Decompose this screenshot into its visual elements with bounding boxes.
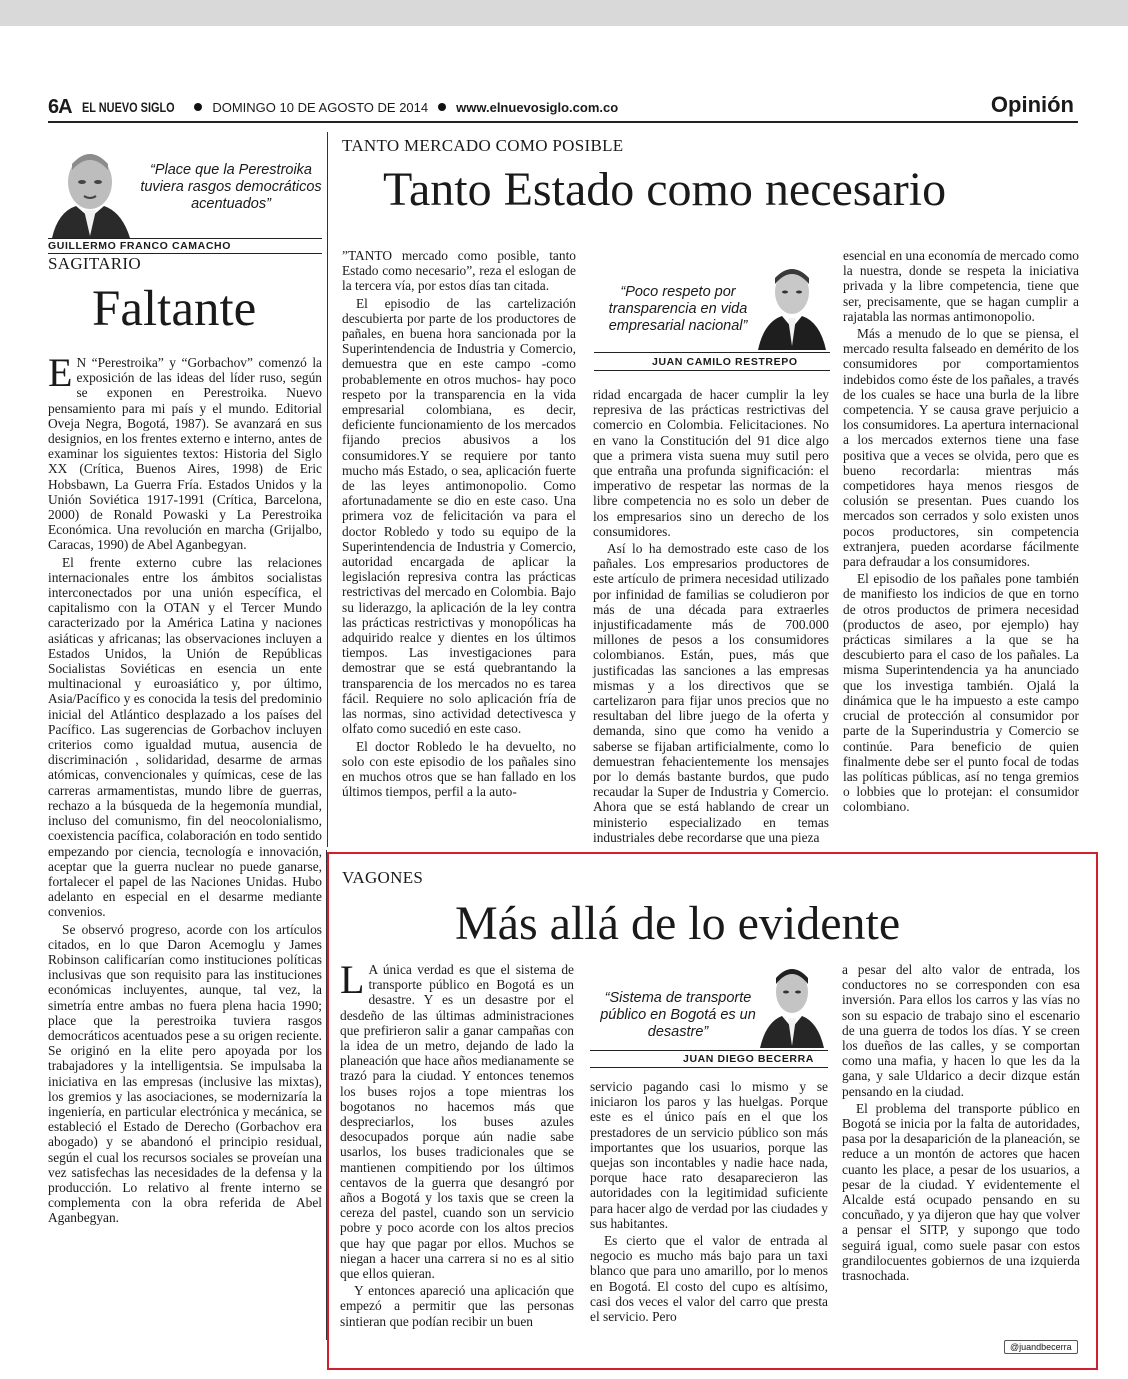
pull-quote: “Place que la Perestroika tuviera rasgos democráticos acentuados”	[140, 162, 322, 212]
article-headline: Más allá de lo evidente	[455, 897, 901, 950]
author-portrait	[48, 140, 134, 238]
article-body-col3	[842, 962, 1080, 1283]
paragraph: esencial en una economía de mercado como la nuestra, donde se respeta la iniciativa privada y la libre competencia, tiene que ser, precisamente, que se hagan cumplir a rajatabla las normas antimonopolio.	[843, 248, 1079, 324]
column-kicker: SAGITARIO	[48, 254, 141, 273]
paragraph: ridad encargada de hacer cumplir la ley represiva de las prácticas restrictivas del comercio en Colombia. Felicitaciones. No en vano la Constitución del 91 dice algo que a primera vista suena muy sutil pero que entraña una profunda significación: el imperativo de respetar las normas de la libre competencia no es solo un deber de los empresarios sino un derecho de los consumidores.	[593, 387, 829, 539]
issue-date: DOMINGO 10 DE AGOSTO DE 2014	[212, 99, 429, 115]
paragraph: Más a menudo de lo que se piensa, el mercado resulta falseado en demérito de los consumidores por comportamientos indebidos como éste de los pañales, a través de los cuales se hace una burla de la libre competencia. Y se causa grave perjuicio a los consumidores. La apertura internacional a los mercados externos tiene una fase positiva que a veces se olvida, pero que es bueno recordarla: mientras más competidores haya menos riesgos de colusión se presentan. Pues cuando los mercados son cerrados y solo existen unos pocos productores, sin competencia extranjera, pueden acordarse fácilmente para defraudar a los consumidores.	[843, 326, 1079, 570]
byline-rule	[590, 1067, 828, 1068]
paragraph: N “Perestroika” y “Gorbachov” comenzó la exposición de las ideas del líder ruso, según se exponen en Perestroika. Nuevo pensamiento para mi país y el mundo. Editorial Oveja Negra, Bogotá, 1987). Se avanzará en sus designios, en los frentes externo e interno, antes de examinar los siguientes textos: Historia del Siglo XX (Crítica, Buenos Aires, 1998) de Eric Hobsbawn, La Guerra Fría. Estados Unidos y la Unión Soviética 1917-1991 (Crítica, Barcelona, 2000) de Ronald Powaski y La Perestroika Económica. Una revolución en marcha (Grijalbo, Caracas, 1990) de Abel Aganbegyan.	[48, 355, 322, 553]
paragraph: servicio pagando casi lo mismo y se iniciaron los paros y las huelgas. Porque este es el único país en el que los prestadores de un servicio público son más importantes que los usuarios, porque las quejas son incontables y nadie hace nada, porque hace rato desaparecieron las autoridades con la legitimidad suficiente para hacer algo de verdad por las ciudades y sus habitantes.	[590, 1079, 828, 1231]
pull-quote: “Sistema de transporte público en Bogotá es un desastre”	[600, 990, 756, 1040]
paragraph: Se observó progreso, acorde con los artículos citados, en lo que Daron Acemoglu y James Robinson calificarían como instituciones políticas inclusivas que son requisito para las instituciones económicas incluyentes, aunque, tal vez, la simetría entre ambas no fuera plena hacia 1990; place que la perestroika tuviera rasgos democráticos acentuados pese a su origen reciente. Se originó en la elite pero apoyada por los trabajadores y la intelligentsia. Se impulsaba la iniciativa en las empresas (inclusive las mixtas), los gremios y las asociaciones, se modernizaría la ingeniería, en particular electrónica y mecánica, se estableció el Estado de Derecho (Gorbachov era abogado) y se abandonó el principio residual, según el cual los recursos sociales se proveían una vez satisfechas las necesidades de la defensa y la producción. Lo relativo al frente interno se complementa con la obra referida de Abel Aganbegyan.	[48, 921, 322, 1226]
article-headline: Tanto Estado como necesario	[383, 163, 947, 216]
paragraph: El episodio de las cartelización descubierta por parte de los productores de pañales, en buena hora sancionada por la Superintendencia de Industria y Comercio, demuestra que en este campo -como probablemente en otros muchos- hay poco respeto por la transparencia en la vida empresarial colombiana, es decir, deficiente funcionamiento de los mercados fijando precios abusivos a los consumidores.Y se requiere por tanto mucho más Estado, o sea, aplicación fuerte de las leyes antimonopolio. Como afortunadamente se dio en este caso. Una primera voz de felicitación va para el doctor Robledo y todo su equipo de la Superintendencia de Industria y Comercio, autoridad encargada de aplicar la legislación represiva contra las prácticas restrictivas del mercado en Colombia. Bajo su liderazgo, la aplicación de la ley contra las prácticas restrictivas y monopólicas ha adquirido realce y dientes en los últimos tiempos. Las investigaciones para demostrar que se está quebrantando la transparencia de los mercados no es tarea fácil. Requiere no solo aplicación fría de las normas, sino actividad detectivesca y olfato como sucedió en este caso.	[342, 295, 576, 737]
article-body	[48, 350, 322, 1226]
paragraph: A única verdad es que el sistema de transporte público en Bogotá es un desastre. Y es un desastre por el desdeño de las últimas administraciones que prefirieron salir a ganar campañas con la idea de un metro, dejando de lado la planeación que hace años medianamente se trazó para la ciudad. Y entonces tenemos los buses rojos a tope mientras los bogotanos no hacemos más que despreciarlos, los buses azules desocupados porque aún nadie sabe usarlos, los buses tradicionales que se mantienen compitiendo por los últimos centavos de la guerra que desangró por años a Bogotá y los taxis que se creen la cereza del pastel, cuando son un servicio pobre y poco acorde con los altos precios que hay que pagar por ellos. Muchos se niegan a hacer una carrera si no es al sitio que ellos quieran.	[340, 962, 574, 1282]
byline-rule	[48, 238, 322, 239]
bullet-icon	[438, 103, 446, 111]
drop-cap: E	[48, 350, 73, 395]
article-body-col1	[342, 248, 576, 799]
article-body-col2	[593, 387, 829, 845]
paragraph: El doctor Robledo le ha devuelto, no solo con este episodio de los pañales sino en muchos otros que se han fallado en los últimos tiempos, perfil a la auto-	[342, 738, 576, 800]
paragraph: Es cierto que el valor de entrada al negocio es mucho más bajo para un taxi blanco que para uno amarillo, por lo menos en Bogotá. El costo del cupo es altísimo, casi dos veces el valor del carro que presta el servicio. Pero	[590, 1233, 828, 1325]
scan-top-band	[0, 0, 1128, 26]
article-body-col3	[843, 248, 1079, 815]
twitter-handle[interactable]: @juandbecerra	[1004, 1340, 1078, 1354]
page-number: 6A	[48, 95, 72, 118]
column-divider	[327, 132, 328, 847]
column-kicker: TANTO MERCADO COMO POSIBLE	[342, 136, 624, 155]
article-body-col2	[590, 1079, 828, 1324]
drop-cap: L	[340, 957, 365, 1002]
byline-rule	[594, 352, 830, 353]
column-kicker: VAGONES	[342, 868, 424, 887]
byline-rule	[590, 1050, 828, 1051]
article-body-col1	[340, 957, 574, 1329]
author-byline: JUAN DIEGO BECERRA	[683, 1053, 814, 1065]
author-portrait	[756, 956, 828, 1048]
author-byline: JUAN CAMILO RESTREPO	[652, 356, 798, 368]
article-headline: Faltante	[92, 281, 257, 337]
author-byline: GUILLERMO FRANCO CAMACHO	[48, 240, 231, 252]
author-portrait	[752, 258, 830, 350]
page-header	[48, 94, 618, 120]
newspaper-brand: EL NUEVO SIGLO	[81, 99, 175, 115]
paragraph: Y entonces apareció una aplicación que empezó a permitir que las personas sintieran que podían recibir un buen	[340, 1283, 574, 1329]
section-title: Opinión	[990, 92, 1074, 117]
paragraph: El frente externo cubre las relaciones internacionales entre los ámbitos socialistas interconectados por una unión específica, el capitalismo con la OTAN y el Tercer Mundo caracterizado por la América Latina y naciones asiáticas y africanas; las observaciones incluyen a Estados Unidos, la Unión de Repúblicas Socialistas Soviéticas en esencia un ente multinacional y euroasiático y, por último, Asia/Pacífico y es conocida la tesis del predominio inicial del Atlántico desplazado a los países del Pacífico. Las sugerencias de Gorbachov incluyen criterios como igualdad mutua, ausencia de discriminación , solidaridad, desarme de armas atómicas, convencionales y químicas, cese de las carreras armamentistas, mundo libre de guerras, rechazo a la búsqueda de la hegemonía mundial, incluso del comunismo, fin del neocolonialismo, coexistencia pacífica, colaboración en todo sentido empezando por ciencia, tecnología e innovación, aceptar que la guerra nuclear no puede ganarse, fortalecer el papel de las Naciones Unidas. Hubo adelanto en especial en el desarme mediante convenios.	[48, 554, 322, 920]
paragraph: ”TANTO mercado como posible, tanto Estado como necesario”, reza el eslogan de la tercera vía, por estos días tan citada.	[342, 248, 576, 294]
pull-quote: “Poco respeto por transparencia en vida empresarial nacional”	[608, 284, 748, 334]
paragraph: El problema del transporte público en Bogotá se inicia por la falta de autoridades, pasa por la desaparición de la planeación, se reduce a un montón de actores que hacen cuanto les place, a pesar de los usuarios, a pesar de la ciudad. Y evidentemente el Alcalde está ocupado pensando en su concuñado, y ya dijeron que hay que volver a pensar el SITP, y supongo que todo seguirá igual, como suele pasar con estos grandilocuentes gobiernos de una izquierda trasnochada.	[842, 1100, 1080, 1284]
paragraph: Así lo ha demostrado este caso de los pañales. Los empresarios productores de este artículo de primera necesidad utilizado por infinidad de familias se coludieron por más de una década para extraerles injustificadamente más de 700.000 millones de pesos a los consumidores colombianos. Están, pues, más que justificadas las sanciones a las empresas mismas y a los directivos que se cartelizaron para fijar unos precios que no resultaban del libre juego de la oferta y demanda, sino que como ha venido a saberse se fijaban artificialmente, como lo demuestran fehacientemente los mensajes por lo demás bastante burdos, que pudo recaudar la Super de Industria y Comercio. Ahora que se está hablando de crear un ministerio especializado en temas industriales debe recordarse que una pieza	[593, 541, 829, 845]
paragraph: El episodio de los pañales pone también de manifiesto los indicios de que en torno de otros productos de primera necesidad (productos de aseo, por ejemplo) hay prácticas similares a la que se ha descubierto para el caso de los pañales. La misma Superintendencia ya ha anunciado que los investiga también. Ojalá la dinámica que le ha impuesto a este campo crucial de protección al consumidor por parte de la Superindustria y Comercio se continúe. Para beneficio de quien finalmente debe ser el punto focal de todas las políticas públicas, así no tenga gremios o lobbies que lo protejan: el consumidor colombiano.	[843, 571, 1079, 815]
bullet-icon	[194, 103, 202, 111]
byline-rule	[594, 370, 830, 371]
header-rule	[48, 121, 1078, 123]
website-link[interactable]: www.elnuevosiglo.com.co	[456, 99, 619, 115]
paragraph: a pesar del alto valor de entrada, los conductores no se corresponden con esa inversión. Para ellos los carros y las vías no son su espacio de trabajo sino el escenario de una guerra de todos los días. Y se creen los dueños de las calles, y se comportan como una mafia, y hacen lo que les da la gana, y sale Uldarico a decir dizque están pensando en la ciudad.	[842, 962, 1080, 1099]
